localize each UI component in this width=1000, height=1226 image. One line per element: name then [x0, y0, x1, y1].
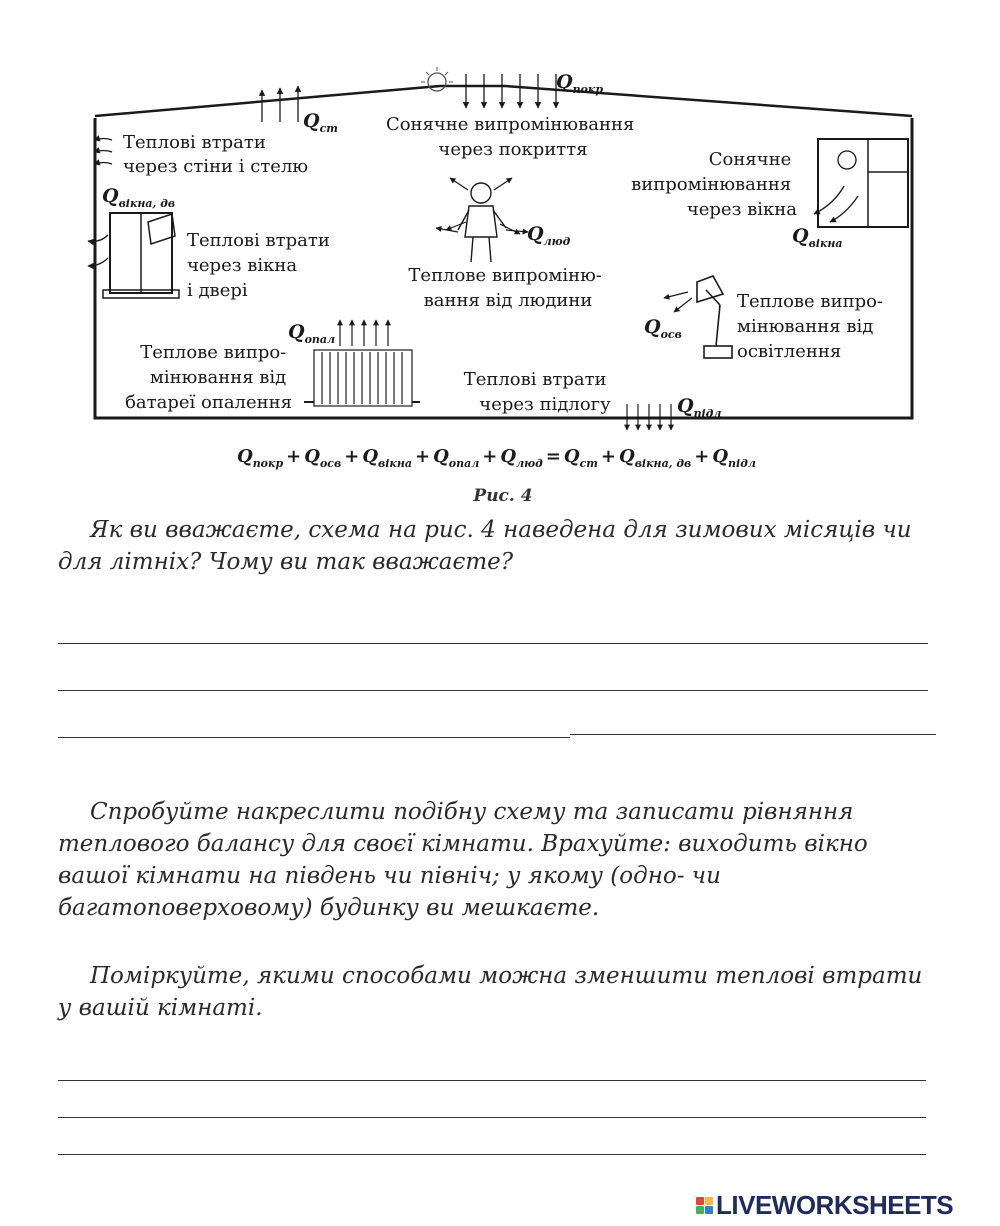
answer-line[interactable] — [58, 737, 570, 738]
q-heating: $Q_{опал}$ — [288, 321, 336, 346]
window-solar-arrows — [814, 186, 858, 222]
radiator-icon — [304, 350, 420, 406]
q-window: $Q_{вікна}$ — [792, 225, 843, 250]
logo-square — [696, 1206, 704, 1214]
lamp-radiation-arrows — [664, 292, 692, 312]
logo-square — [696, 1197, 704, 1205]
heat-balance-diagram — [0, 0, 1000, 515]
logo-square — [705, 1197, 713, 1205]
label-human-radiation: Теплове випроміню- вання від людини — [408, 265, 602, 311]
label-windows-doors-loss: Теплові втрати через вікна і двері — [187, 230, 330, 301]
heat-balance-equation: $Q_{покр} + Q_{осв} + Q_{вікна} + Q_{опал} + Q_{люд} = Q_{ст} + Q_{вікна, дв} + Q_{підл}$ — [237, 446, 756, 470]
q-windows-doors: $Q_{вікна, дв}$ — [102, 185, 176, 210]
label-walls-loss: Теплові втрати через стіни і стелю — [123, 132, 309, 177]
label-window-solar: Сонячне випромінювання через вікна — [631, 149, 797, 220]
q-walls: $Q_{ст}$ — [303, 110, 338, 135]
answer-line[interactable] — [58, 1154, 926, 1155]
answer-line[interactable] — [58, 1080, 926, 1081]
wall-heat-out-arrows — [94, 139, 112, 165]
liveworksheets-logo-icon — [696, 1197, 713, 1214]
question-3: Поміркуйте, якими способами можна зменшити теплові втрати у вашій кімнаті. — [58, 963, 923, 1021]
answer-line[interactable] — [58, 690, 928, 691]
q-roof: $Q_{покр}$ — [556, 71, 604, 96]
answer-line[interactable] — [58, 1117, 926, 1118]
radiator-heat-arrows — [340, 320, 388, 346]
left-window-loss-arrows — [88, 235, 108, 266]
right-window-icon — [818, 139, 908, 227]
answer-line[interactable] — [58, 643, 928, 644]
figure-caption: Рис. 4 — [473, 486, 533, 506]
label-roof-solar: Сонячне випромінювання через покриття — [385, 114, 635, 160]
q-human: $Q_{люд}$ — [527, 223, 571, 248]
q-lighting: $Q_{осв}$ — [644, 316, 682, 341]
label-battery-radiation: Теплове випро- мінювання від батареї опалення — [125, 342, 292, 413]
label-lighting-radiation: Теплове випро- мінювання від освітлення — [737, 291, 884, 362]
answer-line[interactable] — [570, 734, 936, 735]
roof-heat-in-arrows — [466, 74, 556, 108]
left-window-icon — [103, 213, 179, 298]
label-floor-loss: Теплові втрати через підлогу — [463, 369, 611, 415]
liveworksheets-brand — [696, 1190, 953, 1221]
q-floor: $Q_{підл}$ — [677, 395, 722, 420]
question-1: Як ви вважаєте, схема на рис. 4 наведена для зимових місяців чи для літніх? Чому ви так вважаєте? — [58, 517, 912, 575]
task-2: Спробуйте накреслити подібну схему та записати рівняння теплового балансу для своєї кімнати. Врахуйте: виходить вікно вашої кімнати на південь чи північ; у якому (одно- чи багатоповерховому) будинку ви мешкаєте. — [58, 799, 868, 921]
roof-heat-out-arrows — [262, 86, 298, 122]
logo-square — [705, 1206, 713, 1214]
lamp-icon — [697, 276, 732, 358]
brand-name: LIVEWORKSHEETS — [716, 1190, 954, 1220]
